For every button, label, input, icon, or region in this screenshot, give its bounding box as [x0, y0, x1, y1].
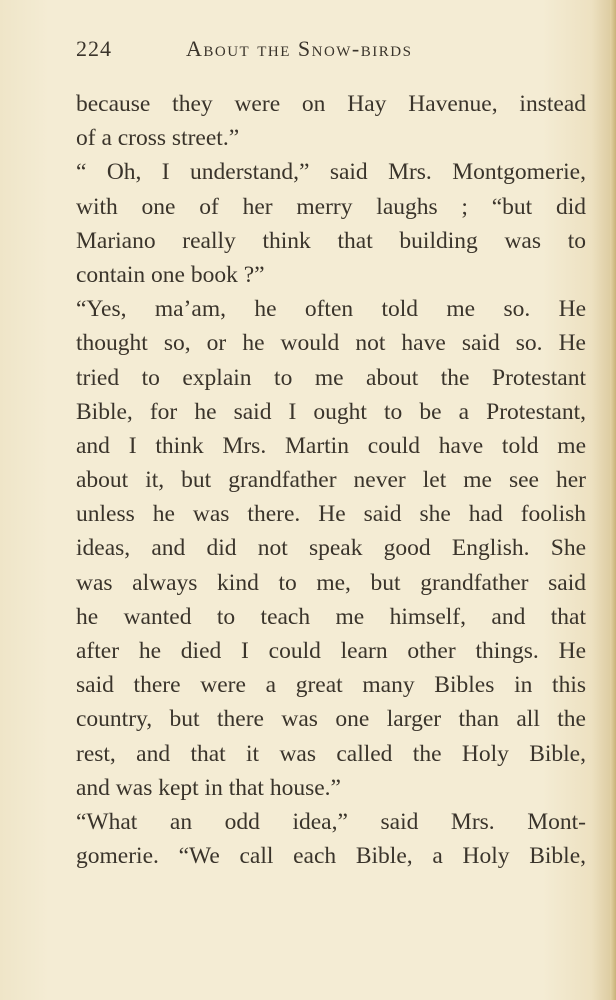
text-line: country, but there was one larger than all the — [76, 706, 586, 733]
text-line: gomerie. “We call each Bible, a Holy Bible, — [76, 843, 586, 870]
body-text — [76, 87, 586, 873]
text-line: tried to explain to me about the Protestant — [76, 364, 586, 391]
text-line: with one of her merry laughs ; “but did — [76, 193, 586, 220]
text-line: “Yes, ma’am, he often told me so. He — [76, 296, 586, 323]
text-line: Mariano really think that building was to — [76, 227, 586, 254]
text-line: thought so, or he would not have said so. He — [76, 330, 586, 357]
text-line: contain one book ?” — [76, 261, 265, 288]
text-line: about it, but grandfather never let me see her — [76, 467, 586, 494]
text-line: “What an odd idea,” said Mrs. Mont- — [76, 808, 586, 835]
text-line: unless he was there. He said she had foolish — [76, 501, 586, 528]
page-edge — [610, 0, 616, 1000]
text-line: “ Oh, I understand,” said Mrs. Montgomerie, — [76, 159, 586, 186]
text-line: Bible, for he said I ought to be a Protestant, — [76, 398, 586, 425]
text-line: and was kept in that house.” — [76, 774, 341, 801]
text-line: rest, and that it was called the Holy Bible, — [76, 740, 586, 767]
text-line: said there were a great many Bibles in this — [76, 672, 586, 699]
text-line: he wanted to teach me himself, and that — [76, 603, 586, 630]
text-line: ideas, and did not speak good English. She — [76, 535, 586, 562]
text-line: because they were on Hay Havenue, instead — [76, 91, 586, 117]
page-header — [76, 36, 586, 68]
running-head: About the Snow-birds — [186, 36, 413, 61]
text-line: of a cross street.” — [76, 125, 240, 152]
text-line: after he died I could learn other things. He — [76, 638, 586, 664]
text-line: and I think Mrs. Martin could have told me — [76, 432, 586, 459]
text-line: was always kind to me, but grandfather said — [76, 569, 586, 596]
page-number: 224 — [76, 36, 112, 61]
